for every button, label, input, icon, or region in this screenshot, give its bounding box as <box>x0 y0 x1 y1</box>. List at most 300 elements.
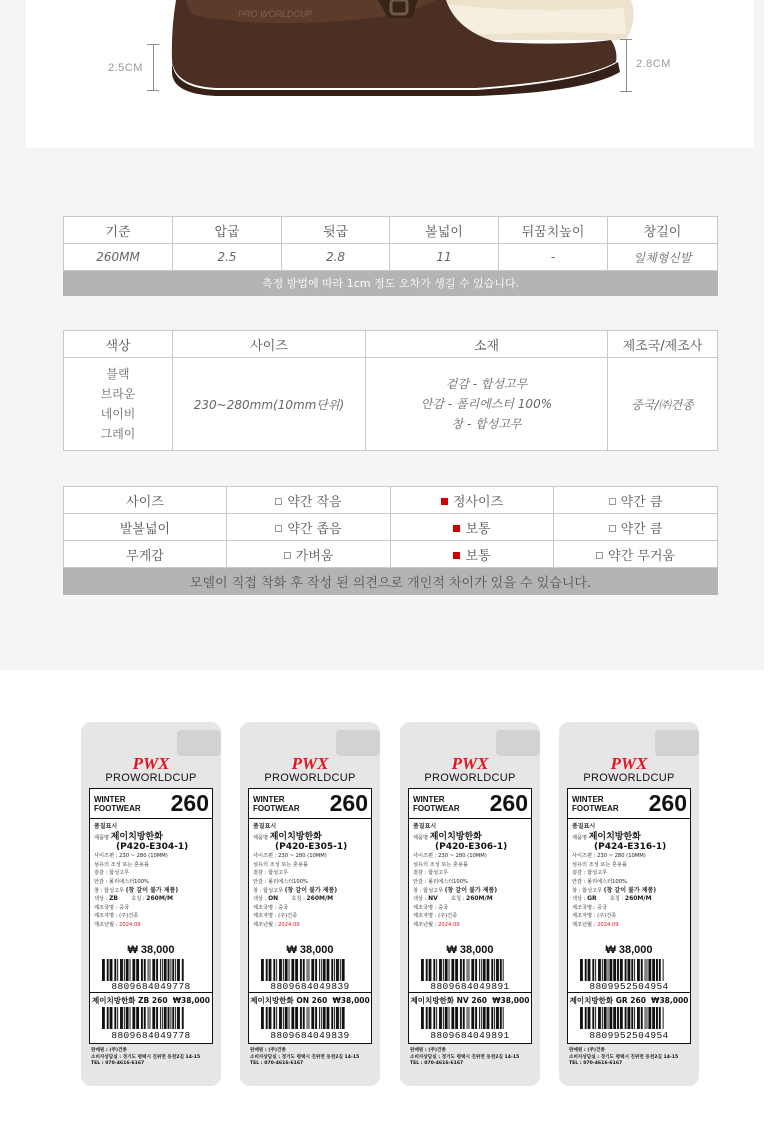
fit-label: 사이즈 <box>64 487 227 514</box>
tag-header <box>568 789 690 819</box>
color-code: NV <box>428 895 438 903</box>
country-line: 제조국명 : 중국 <box>572 904 608 911</box>
shoe-photo <box>26 0 754 148</box>
dim-label-left: 2.5CM <box>108 62 143 74</box>
barcode-bar <box>175 959 176 981</box>
barcode-bar <box>156 959 158 981</box>
barcode-bar <box>656 959 658 981</box>
barcode-bar <box>130 1007 131 1029</box>
tag-footer <box>569 1048 678 1068</box>
season-footwear: FOOTWEAR <box>94 804 141 813</box>
barcode-bar <box>323 959 326 981</box>
dim-label-right: 2.8CM <box>636 58 671 70</box>
product-code: (P420-E306-1) <box>435 842 508 853</box>
barcode-bar <box>334 959 335 981</box>
color-code: GR <box>587 895 597 903</box>
outer-line: 겉감 : 합성고무 <box>253 870 289 877</box>
barcode-bar <box>451 1007 454 1029</box>
barcode-bar <box>152 1007 155 1029</box>
barcode-bar <box>631 1007 633 1029</box>
barcode-bar <box>124 959 125 981</box>
barcode-bar <box>307 1007 308 1029</box>
barcode-bar <box>336 959 339 981</box>
barcode-bar <box>177 1007 180 1029</box>
barcode-bar <box>634 1007 635 1029</box>
size-table <box>63 216 718 296</box>
barcode-bar <box>463 1007 465 1029</box>
barcode-bar <box>620 959 623 981</box>
barcode-bar <box>266 959 268 981</box>
barcode-bar <box>148 959 149 981</box>
address: 소비자상담실 : 경기도 평택시 진위면 동천2길 14-15 <box>569 1054 679 1060</box>
barcode-bar <box>261 959 264 981</box>
barcode-bar <box>148 1007 149 1029</box>
barcode-bar <box>592 959 594 981</box>
barcode-bar <box>652 959 655 981</box>
tel: TEL : 070-4616-6167 <box>250 1061 304 1066</box>
barcode-bar <box>645 1007 646 1029</box>
barcode-icon <box>580 1007 678 1029</box>
barcode-bar <box>152 959 155 981</box>
country-line: 제조국명 : 중국 <box>94 904 130 911</box>
barcode-number: 8809684049778 <box>111 1030 191 1041</box>
barcode-bar <box>336 1007 339 1029</box>
strip-price: ₩38,000 <box>492 996 530 1005</box>
barcode-bar <box>107 1007 109 1029</box>
barcode-bar <box>648 1007 651 1029</box>
barcode-bar <box>426 959 428 981</box>
barcode-bar <box>309 959 310 981</box>
fit-option-text: 약간 작음 <box>287 494 342 510</box>
tag-hole-sticker <box>655 730 699 756</box>
product-name: 제이치방한화 <box>588 831 641 842</box>
barcode-bar <box>266 1007 268 1029</box>
barcode-bar <box>269 959 272 981</box>
spec-table-row <box>64 358 718 451</box>
fit-option <box>554 514 718 541</box>
fit-table <box>63 486 718 595</box>
barcode-bar <box>321 959 322 981</box>
barcode-bar <box>608 1007 609 1029</box>
quality-title: 품질표시 <box>413 823 437 830</box>
barcode-bar <box>295 1007 298 1029</box>
barcode-icon <box>102 1007 200 1029</box>
tag-header <box>409 789 531 819</box>
barcode-bar <box>433 1007 435 1029</box>
barcode-bar <box>319 1007 320 1029</box>
season-label <box>572 795 619 813</box>
barcode-bar <box>659 1007 661 1029</box>
strip-name: 제이치방한화 <box>410 996 455 1005</box>
tag-header <box>90 789 212 819</box>
fit-option <box>227 541 391 568</box>
barcode-bar <box>663 959 664 981</box>
barcode-bar <box>491 1007 493 1029</box>
section-edge <box>764 0 780 670</box>
tag-card <box>408 788 532 994</box>
tag-price: ₩ 38,000 <box>605 944 653 956</box>
barcode-bar <box>496 1007 499 1029</box>
name-label: 제품명 <box>572 834 588 841</box>
barcode-bar <box>291 1007 294 1029</box>
barcode-bar <box>588 1007 591 1029</box>
barcode-bar <box>279 1007 282 1029</box>
season-label <box>253 795 300 813</box>
strip-color: ZB <box>138 996 150 1005</box>
size-line: 사이즈편 : 230 ~ 280 (10MM) <box>413 853 487 860</box>
sole-note: (창 갈이 불가 제품) <box>125 886 179 894</box>
size-header-back-heel: 뒷굽 <box>282 217 390 244</box>
barcode-bar <box>641 1007 643 1029</box>
size-header-width: 볼넓이 <box>390 217 499 244</box>
barcode-bar <box>503 959 504 981</box>
barcode-bar <box>107 959 109 981</box>
size-line: 사이즈편 : 230 ~ 280 (10MM) <box>572 853 646 860</box>
fit-row-size <box>64 487 718 514</box>
spec-table-header-row <box>64 331 718 358</box>
tag-size: 260 <box>648 790 687 816</box>
barcode-bar <box>175 1007 176 1029</box>
checkbox-checked-icon <box>453 552 460 559</box>
tel: TEL : 070-4616-6167 <box>569 1061 623 1066</box>
hojeong-label: 호칭 : <box>609 896 624 903</box>
spec-header-origin: 제조국/제조사 <box>608 331 718 358</box>
barcode-bar <box>285 1007 288 1029</box>
sole-line: 창 : 합성고무 <box>413 887 444 894</box>
barcode-bar <box>289 959 290 981</box>
date-label: 제조년월 : <box>413 921 437 928</box>
size-header-front-heel: 압굽 <box>173 217 282 244</box>
address: 소비자상담실 : 경기도 평택시 진위면 동천2길 14-15 <box>250 1054 360 1060</box>
dim-line-right <box>626 39 627 91</box>
barcode-bar <box>433 959 435 981</box>
barcode-bar <box>156 1007 158 1029</box>
tag-price: ₩ 38,000 <box>446 944 494 956</box>
barcode-bar <box>120 1007 123 1029</box>
quality-title: 품질표시 <box>253 823 277 830</box>
season-label <box>94 795 141 813</box>
material-item: 안감 - 폴리에스터 100% <box>420 397 553 411</box>
barcode-bar <box>439 1007 442 1029</box>
size-note: 측정 방법에 따라 1cm 정도 오차가 생길 수 있습니다. <box>64 271 718 296</box>
barcode-bar <box>634 959 635 981</box>
barcode-bar <box>321 1007 322 1029</box>
spec-cell-size-range: 230~280mm(10mm단위) <box>173 358 366 451</box>
barcode-bar <box>443 1007 444 1029</box>
barcode-bar <box>656 1007 658 1029</box>
barcode-bar <box>141 1007 143 1029</box>
barcode-bar <box>460 959 462 981</box>
color-label: 색상 : <box>94 896 108 903</box>
barcode-bar <box>110 959 113 981</box>
fit-option <box>554 487 718 514</box>
barcode-bar <box>637 959 640 981</box>
brand-name: PROWORLDCUP <box>583 772 675 784</box>
size-cell-base: 260MM <box>64 244 173 271</box>
tag-size: 260 <box>489 790 528 816</box>
fit-note: 모델이 직접 착화 후 작성 된 의견으로 개인적 차이가 있을 수 있습니다. <box>64 568 718 595</box>
date-label: 제조년월 : <box>253 921 277 928</box>
barcode-number: 8809684049778 <box>111 981 191 992</box>
date-value: 2024.09 <box>119 921 141 928</box>
product-tag <box>400 722 540 1086</box>
sole-note: (창 갈이 불가 제품) <box>444 886 498 894</box>
barcode-bar <box>608 959 609 981</box>
strip-name: 제이치방한화 <box>569 996 614 1005</box>
barcode-bar <box>595 1007 596 1029</box>
barcode-bar <box>182 1007 184 1029</box>
size-header-sole-length: 창길이 <box>608 217 718 244</box>
maker-line: 제조자명 : (주)건종 <box>253 913 298 920</box>
barcode-bar <box>120 959 123 981</box>
tag-size: 260 <box>170 790 209 816</box>
barcode-bar <box>487 959 490 981</box>
hojeong-label: 호칭 : <box>450 896 465 903</box>
color-label: 색상 : <box>572 896 586 903</box>
barcode-bar <box>580 1007 583 1029</box>
barcode-bar <box>160 1007 161 1029</box>
barcode-bar <box>604 1007 607 1029</box>
country-line: 제조국명 : 중국 <box>413 904 449 911</box>
name-label: 제품명 <box>94 834 110 841</box>
color-code: ZB <box>109 895 119 903</box>
barcode-bar <box>300 1007 302 1029</box>
barcode-bar <box>114 959 116 981</box>
barcode-bar <box>617 1007 619 1029</box>
barcode-bar <box>613 1007 616 1029</box>
barcode-bar <box>449 959 450 981</box>
barcode-bar <box>580 959 583 981</box>
spec-header-material: 소재 <box>366 331 608 358</box>
barcode-bar <box>421 959 424 981</box>
checkbox-checked-icon <box>441 498 448 505</box>
tag-price: ₩ 38,000 <box>127 944 175 956</box>
fit-row-width <box>64 514 718 541</box>
barcode-bar <box>475 1007 477 1029</box>
barcode-bar <box>132 959 135 981</box>
barcode-bar <box>487 1007 490 1029</box>
tag-header <box>249 789 371 819</box>
tag-strip <box>567 992 691 1044</box>
barcode-bar <box>102 1007 105 1029</box>
barcode-bar <box>659 959 661 981</box>
tag-info <box>413 823 529 930</box>
barcode-bar <box>132 1007 135 1029</box>
barcode-bar <box>663 1007 664 1029</box>
barcode-bar <box>609 959 612 981</box>
barcode-bar <box>445 1007 448 1029</box>
size-note-row <box>64 271 718 296</box>
barcode-bar <box>598 959 601 981</box>
hojeong-value: 260M/M <box>306 895 334 903</box>
barcode-bar <box>609 1007 612 1029</box>
barcode-bar <box>613 959 616 981</box>
product-tag <box>559 722 699 1086</box>
barcode-bar <box>295 959 298 981</box>
barcode-bar <box>648 959 651 981</box>
spec-cell-materials <box>366 358 608 451</box>
maker-line: 제조자명 : (주)건종 <box>572 913 617 920</box>
fit-option-text: 약간 큼 <box>620 494 663 510</box>
date-value: 2024.09 <box>438 921 460 928</box>
fit-option-text: 보통 <box>465 548 491 564</box>
barcode-bar <box>500 1007 502 1029</box>
tel: TEL : 070-4616-6167 <box>91 1061 145 1066</box>
barcode-bar <box>291 959 294 981</box>
season-winter: WINTER <box>253 795 285 804</box>
barcode-bar <box>467 1007 468 1029</box>
barcode-bar <box>164 1007 167 1029</box>
seller: 판매원 : (주)건종 <box>410 1048 446 1053</box>
barcode-bar <box>303 1007 305 1029</box>
barcode-bar <box>443 959 444 981</box>
product-name: 제이치방한화 <box>429 831 482 842</box>
seller: 판매원 : (주)건종 <box>569 1048 605 1053</box>
barcode-bar <box>307 959 308 981</box>
barcode-number: 8809684049891 <box>430 981 510 992</box>
hojeong-label: 호칭 : <box>291 896 305 903</box>
barcode-bar <box>625 959 627 981</box>
barcode-bar <box>311 1007 314 1029</box>
outer-line: 겉감 : 합성고무 <box>94 870 130 877</box>
fit-option <box>391 514 554 541</box>
barcode-bar <box>319 959 320 981</box>
barcode-bar <box>114 1007 116 1029</box>
spec-cell-colors <box>64 358 173 451</box>
hojeong-value: 260M/M <box>624 895 652 903</box>
sole-line: 창 : 합성고무 <box>253 887 284 894</box>
size-line: 사이즈편 : 230 ~ 280 (10MM) <box>94 853 168 860</box>
strip-line <box>409 995 531 1006</box>
material-item: 창 - 합성고무 <box>451 417 522 431</box>
barcode-bar <box>471 959 474 981</box>
barcode-bar <box>285 959 288 981</box>
hojeong-value: 260M/M <box>466 895 493 903</box>
barcode-bar <box>481 959 482 981</box>
fit-option-text: 약간 큼 <box>620 521 663 537</box>
tag-size: 260 <box>329 790 368 816</box>
strip-color: GR <box>615 996 628 1005</box>
checkbox-icon <box>596 552 603 559</box>
seller: 판매원 : (주)건종 <box>250 1048 286 1053</box>
barcode-bar <box>283 959 284 981</box>
barcode-bar <box>479 1007 480 1029</box>
barcode-bar <box>455 1007 458 1029</box>
brand-logo: PWX <box>132 754 170 773</box>
barcode-bar <box>334 1007 335 1029</box>
barcode-bar <box>471 1007 474 1029</box>
barcode-bar <box>182 959 184 981</box>
barcode-icon <box>261 1007 359 1029</box>
size-cell-heel-height: - <box>499 244 608 271</box>
fit-option <box>391 487 554 514</box>
barcode-bar <box>469 1007 470 1029</box>
fit-option <box>391 541 554 568</box>
barcode-bar <box>483 1007 486 1029</box>
sole-note: (창 갈이 불가 제품) <box>284 886 338 894</box>
tag-info <box>94 823 210 930</box>
size-header-base: 기준 <box>64 217 173 244</box>
barcode-bar <box>126 959 129 981</box>
barcode-bar <box>170 1007 171 1029</box>
barcode-bar <box>645 959 646 981</box>
barcode-number: 8809952504954 <box>589 1030 669 1041</box>
name-label: 제품명 <box>413 834 429 841</box>
barcode-bar <box>315 1007 317 1029</box>
barcode-bar <box>631 959 633 981</box>
fit-label: 발볼넓이 <box>64 514 227 541</box>
barcode-bar <box>439 959 442 981</box>
barcode-bar <box>625 1007 627 1029</box>
spec-header-size: 사이즈 <box>173 331 366 358</box>
fit-label: 무게감 <box>64 541 227 568</box>
strip-price: ₩38,000 <box>651 996 689 1005</box>
fiber-line: 섬유의 조성 또는 혼용률 <box>94 861 150 868</box>
color-code: ON <box>268 895 279 903</box>
sole-line: 창 : 합성고무 <box>572 887 603 894</box>
barcode-bar <box>496 959 499 981</box>
fit-note-row <box>64 568 718 595</box>
fit-option <box>227 487 391 514</box>
season-footwear: FOOTWEAR <box>572 804 619 813</box>
tag-hole-sticker <box>496 730 540 756</box>
quality-title: 품질표시 <box>572 823 596 830</box>
season-winter: WINTER <box>572 795 604 804</box>
barcode-bar <box>617 959 619 981</box>
barcode-bar <box>289 1007 290 1029</box>
tag-strip <box>408 992 532 1044</box>
hojeong-value: 260M/M <box>146 895 173 903</box>
tag-price: ₩ 38,000 <box>286 944 334 956</box>
strip-price: ₩38,000 <box>332 996 370 1005</box>
barcode-bar <box>162 959 163 981</box>
barcode-bar <box>117 959 118 981</box>
fit-option-text: 약간 좁음 <box>287 521 342 537</box>
material-item: 겉감 - 합성고무 <box>445 377 528 391</box>
barcode-bar <box>172 959 174 981</box>
barcode-bar <box>117 1007 118 1029</box>
checkbox-icon <box>275 498 282 505</box>
barcode-icon <box>102 959 200 981</box>
barcode-bar <box>637 1007 640 1029</box>
tag-hole-sticker <box>177 730 221 756</box>
brand-name: PROWORLDCUP <box>264 772 356 784</box>
barcode-bar <box>283 1007 284 1029</box>
barcode-bar <box>500 959 502 981</box>
barcode-bar <box>126 1007 129 1029</box>
tag-card <box>248 788 372 994</box>
tag-footer <box>91 1048 200 1068</box>
tel: TEL : 070-4616-6167 <box>410 1061 464 1066</box>
barcode-bar <box>628 959 631 981</box>
barcode-bar <box>426 1007 428 1029</box>
barcode-bar <box>276 959 277 981</box>
barcode-bar <box>463 959 465 981</box>
strip-color: NV <box>456 996 469 1005</box>
barcode-number: 8809952504954 <box>589 981 669 992</box>
checkbox-icon <box>275 525 282 532</box>
season-footwear: FOOTWEAR <box>413 804 460 813</box>
barcode-icon <box>261 959 359 981</box>
tag-strip <box>89 992 213 1044</box>
barcode-bar <box>342 1007 345 1029</box>
barcode-bar <box>124 1007 125 1029</box>
color-label: 색상 : <box>253 896 267 903</box>
date-value: 2024.09 <box>278 921 300 928</box>
brand-logo: PWX <box>610 754 648 773</box>
season-label <box>413 795 460 813</box>
inner-line: 안감 : 폴리에스터100% <box>94 878 149 885</box>
